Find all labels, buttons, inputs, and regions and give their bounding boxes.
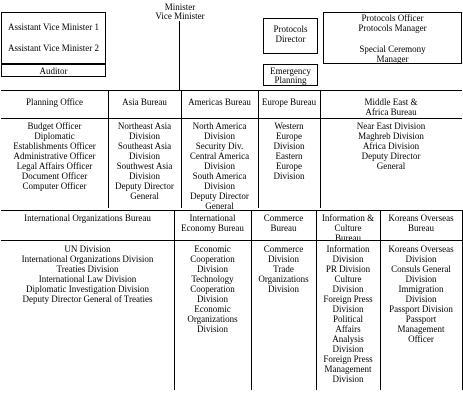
info-culture-bureau-item: Affairs (335, 324, 361, 334)
intl-economy-bureau-item: Economic (194, 304, 231, 314)
commerce-bureau-item: Division (267, 254, 299, 264)
info-culture-bureau-title-2: Culture (334, 223, 362, 233)
info-culture-bureau-item: Foreign Press (323, 294, 373, 304)
info-culture-bureau-item: Management (324, 364, 372, 374)
info-culture-bureau-title-3: Bureau (335, 233, 361, 243)
vice-minister-label: Vice Minister (155, 11, 205, 21)
info-culture-bureau-item: Division (332, 284, 364, 294)
intl-org-bureau-item: Deputy Director General of Treaties (22, 294, 153, 304)
planning-office-item: Establishments Officer (13, 141, 96, 151)
row1-divider-line (1, 118, 462, 119)
europe-bureau-title: Europe Bureau (261, 97, 317, 107)
koreans-overseas-bureau-item: Passport (405, 314, 437, 324)
intl-org-bureau-item: International Organizations Division (21, 254, 154, 264)
info-culture-bureau-item: Foreign Press (323, 354, 373, 364)
planning-office-title: Planning Office (25, 97, 84, 107)
emergency-planning-label-1: Emergency (270, 66, 311, 76)
protocols-officer-label-1: Protocols Officer (361, 13, 424, 23)
row1-connector-line (1, 90, 462, 91)
commerce-bureau-title-2: Bureau (270, 223, 297, 233)
intl-org-bureau-list (1, 244, 174, 304)
info-culture-bureau-item: Division (332, 304, 364, 314)
protocols-director-label-2: Director (275, 34, 306, 44)
koreans-overseas-bureau-title-1: Koreans Overseas (388, 213, 454, 223)
info-culture-bureau-item: Division (332, 344, 364, 354)
intl-economy-bureau-list (174, 244, 251, 334)
europe-bureau-item: Europe (276, 131, 302, 141)
koreans-overseas-bureau-item: Officer (408, 334, 434, 344)
intl-economy-bureau-item: Organizations (187, 314, 238, 324)
info-culture-bureau-item: Analysis (332, 334, 364, 344)
intl-economy-bureau-item: Economic (194, 244, 231, 254)
europe-bureau-item: Division (273, 141, 305, 151)
middle-east-bureau-title-1: Middle East & (364, 97, 418, 107)
asia-bureau-item: Southwest Asia (116, 161, 173, 171)
americas-bureau-item: Deputy Director (190, 191, 249, 201)
planning-office-item: Administrative Officer (13, 151, 96, 161)
planning-office-item: Diplomatic (34, 131, 75, 141)
middle-east-bureau-item: Near East Division (356, 121, 426, 131)
info-culture-bureau-item: Division (332, 254, 364, 264)
intl-economy-bureau-title-1: International (189, 213, 236, 223)
koreans-overseas-bureau-item: Management (397, 324, 445, 334)
americas-bureau-item: Division (203, 161, 235, 171)
asia-bureau-item: Southeast Asia (117, 141, 172, 151)
minister-label: Minister (164, 2, 196, 12)
asia-bureau-list (108, 121, 181, 201)
asia-bureau-item: Northeast Asia (117, 121, 172, 131)
middle-east-bureau-item: Maghreb Division (358, 131, 424, 141)
intl-economy-bureau-item: Division (196, 324, 228, 334)
asia-bureau-item: Division (128, 171, 160, 181)
americas-bureau-item: North America (192, 121, 247, 131)
special-ceremony-label-1: Special Ceremony (359, 44, 426, 54)
commerce-bureau-list (251, 244, 316, 294)
middle-east-bureau-title-2: Africa Bureau (365, 107, 417, 117)
planning-office-item: Budget Officer (27, 121, 82, 131)
europe-bureau-item: Division (273, 171, 305, 181)
americas-bureau-item: Central America (189, 151, 250, 161)
europe-bureau-item: Western (274, 121, 304, 131)
info-culture-bureau-item: Political (333, 314, 363, 324)
koreans-overseas-bureau-title-2: Bureau (408, 223, 434, 233)
special-ceremony-label-2: Manager (376, 54, 409, 64)
middle-east-bureau-item: Deputy Director (361, 151, 421, 161)
middle-east-bureau-item: Africa Division (362, 141, 420, 151)
commerce-bureau-item: Commerce (263, 244, 304, 254)
commerce-bureau-item: Trade (273, 264, 294, 274)
commerce-bureau-title-1: Commerce (263, 213, 304, 223)
info-culture-bureau-item: Division (332, 374, 364, 384)
koreans-overseas-bureau-list (380, 244, 462, 344)
americas-bureau-item: Division (203, 131, 235, 141)
info-culture-bureau-item: PR Division (325, 264, 371, 274)
protocols-officer-label-2: Protocols Manager (358, 23, 427, 33)
commerce-bureau-item: Division (267, 284, 299, 294)
intl-economy-bureau-item: Cooperation (190, 254, 235, 264)
middle-east-bureau-item: General (376, 161, 406, 171)
row2-sep-2 (251, 210, 252, 390)
planning-office-item: Legal Affairs Officer (16, 161, 93, 171)
koreans-overseas-bureau-item: Consuls General (391, 264, 451, 274)
asia-bureau-item: Division (128, 131, 160, 141)
planning-office-list (1, 121, 108, 191)
planning-office-item: Computer Officer (22, 181, 87, 191)
koreans-overseas-bureau-item: Passport Division (389, 304, 453, 314)
intl-economy-bureau-item: Technology (191, 274, 234, 284)
main-spine-line (179, 21, 180, 90)
intl-economy-bureau-item: Division (196, 294, 228, 304)
planning-office-item: Document Officer (21, 171, 88, 181)
koreans-overseas-bureau-item: Division (405, 274, 437, 284)
koreans-overseas-bureau-item: Division (405, 294, 437, 304)
protocols-director-label-1: Protocols (273, 24, 308, 34)
assistant-vice-minister-2-label: Assistant Vice Minister 2 (7, 43, 100, 53)
americas-bureau-list (181, 121, 258, 211)
info-culture-bureau-title-1: Information & (321, 213, 375, 223)
koreans-overseas-bureau-item: Immigration (398, 284, 444, 294)
koreans-overseas-bureau-item: Koreans Overseas (388, 244, 454, 254)
asia-bureau-item: Division (128, 151, 160, 161)
americas-bureau-item: South America (192, 171, 247, 181)
middle-east-bureau-list (320, 121, 462, 171)
asia-bureau-item: Deputy Director (115, 181, 174, 191)
intl-economy-bureau-title-2: Economy Bureau (181, 223, 244, 233)
americas-bureau-item: General (205, 201, 234, 211)
koreans-overseas-bureau-item: Division (405, 254, 437, 264)
info-culture-bureau-item: Information (326, 244, 370, 254)
intl-economy-bureau-item: Division (196, 264, 228, 274)
americas-bureau-item: Security Div. (195, 141, 244, 151)
assistant-vice-minister-box (1, 12, 106, 64)
intl-org-bureau-title: International Organizations Bureau (24, 213, 151, 223)
info-culture-bureau-list (316, 244, 380, 384)
emergency-planning-label-2: Planning (274, 75, 307, 85)
info-culture-bureau-item: Culture (334, 274, 362, 284)
intl-org-bureau-item: Diplomatic Investigation Division (26, 284, 149, 294)
americas-bureau-title: Americas Bureau (188, 97, 251, 107)
intl-org-bureau-item: International Law Division (38, 274, 137, 284)
americas-bureau-item: Division (203, 181, 235, 191)
intl-org-bureau-item: UN Division (64, 244, 111, 254)
assistant-vice-minister-1-label: Assistant Vice Minister 1 (7, 22, 100, 32)
europe-bureau-item: Eastern (275, 151, 303, 161)
auditor-label: Auditor (39, 66, 68, 76)
intl-economy-bureau-item: Cooperation (190, 284, 235, 294)
asia-bureau-title: Asia Bureau (122, 97, 167, 107)
asia-bureau-item: General (130, 191, 159, 201)
europe-bureau-list (258, 121, 320, 181)
intl-org-bureau-item: Treaties Division (56, 264, 119, 274)
commerce-bureau-item: Organizations (258, 274, 309, 284)
europe-bureau-item: Europe (276, 161, 302, 171)
row2-divider-line (1, 240, 462, 241)
